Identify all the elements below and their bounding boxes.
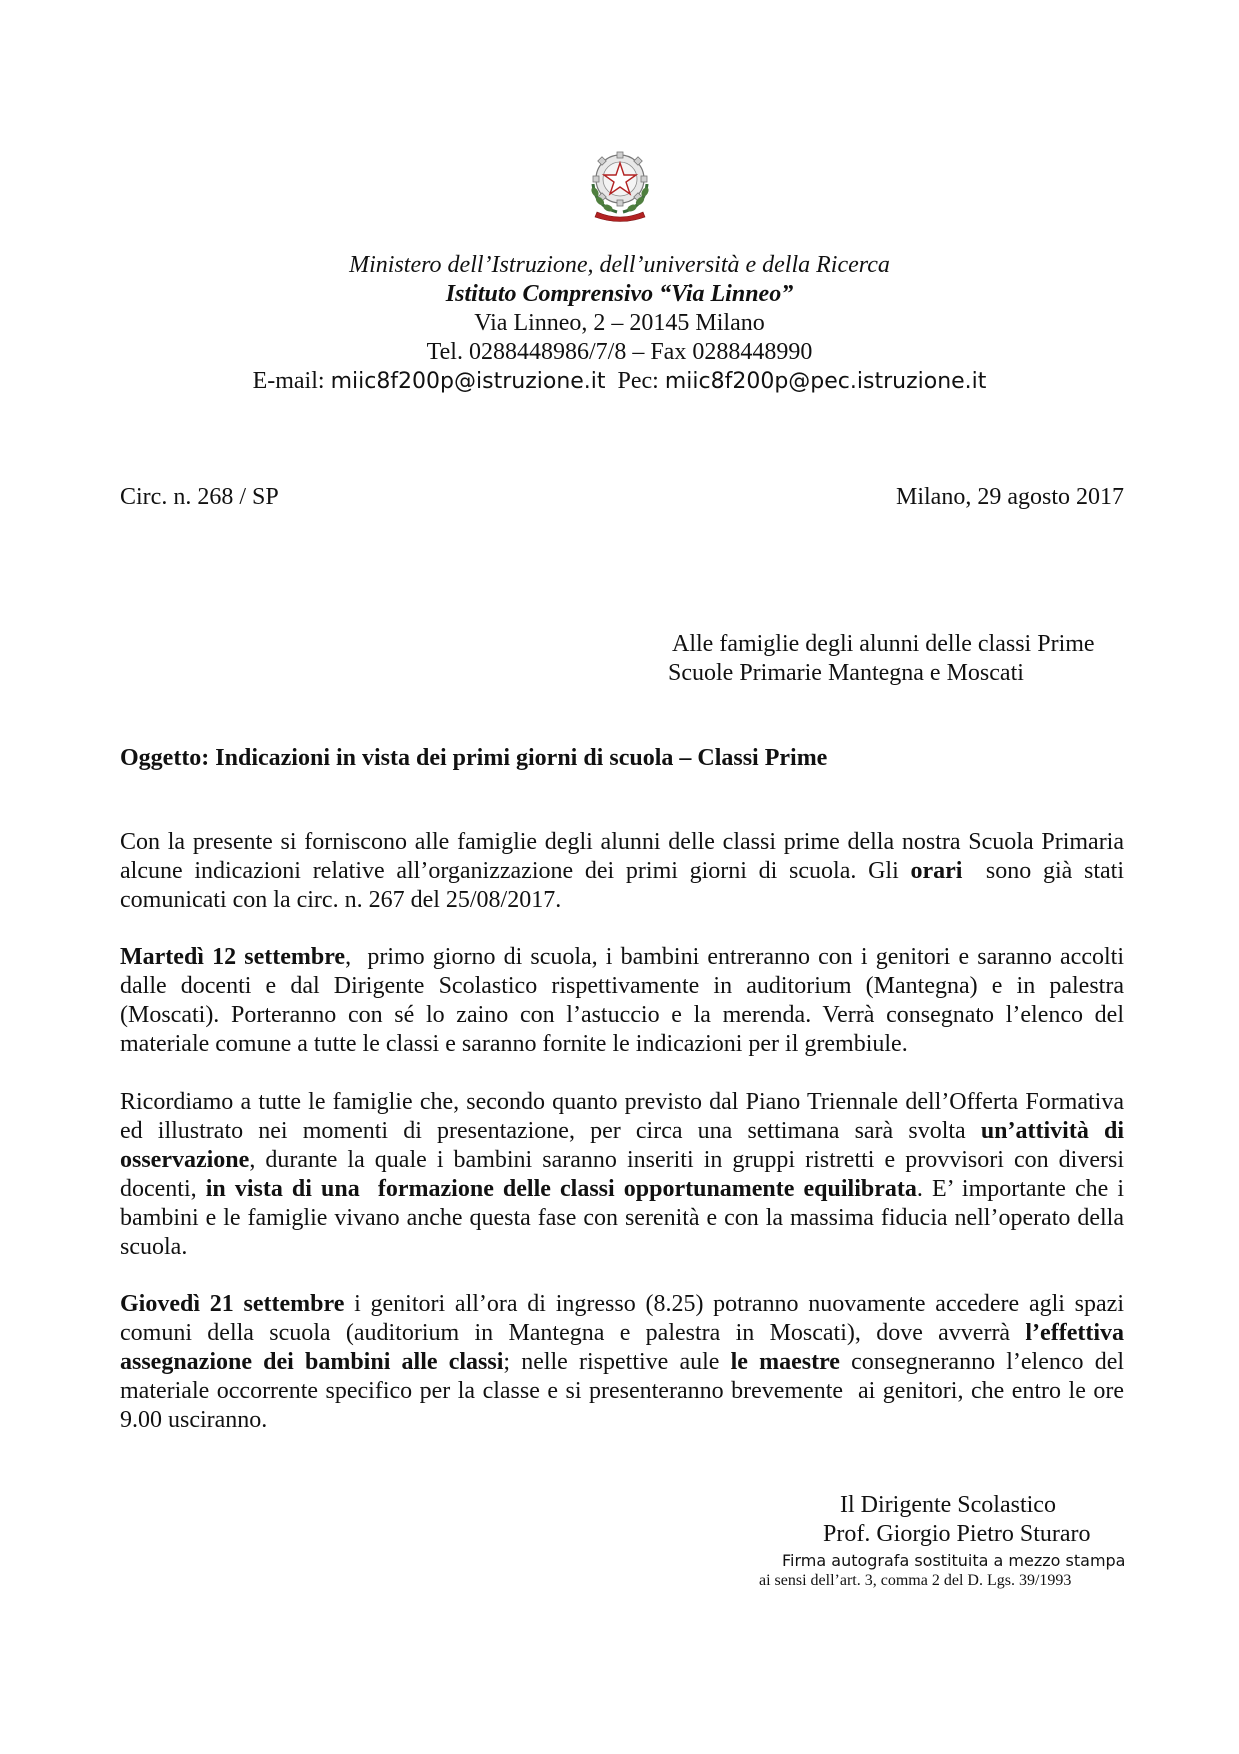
pec-address: miic8f200p@pec.istruzione.it	[664, 369, 987, 394]
institute-phone-fax: Tel. 0288448986/7/8 – Fax 0288448990	[426, 339, 813, 365]
recipient-line: Alle famiglie degli alunni delle classi Prime	[672, 631, 1095, 657]
email-label: E-mail:	[252, 368, 331, 394]
paragraph-text: Con la presente si forniscono alle famiglie degli alunni delle classi prime della nostra Scuola Primaria alcune indicazioni relative all’organizzazione dei primi giorni di scuola. Gli	[120, 829, 1124, 884]
body-paragraph-1	[120, 828, 1130, 915]
pec-label: Pec:	[605, 368, 665, 394]
paragraph-text: ; nelle rispettive aule	[503, 1349, 731, 1375]
circular-number: Circ. n. 268 / SP	[120, 484, 279, 510]
institute-name: Istituto Comprensivo “Via Linneo”	[445, 281, 794, 307]
paragraph-text: consegneranno l’elenco del materiale occorrente specifico per la classe e si presenteranno brevemente ai genitori, che entro le ore 9.00 usciranno.	[120, 1349, 1131, 1433]
signature-legal-reference: ai sensi dell’art. 3, comma 2 del D. Lgs. 39/1993	[759, 1572, 1072, 1589]
signatory-role: Il Dirigente Scolastico	[840, 1492, 1056, 1518]
paragraph-bold-text: l’effettiva assegnazione dei bambini alle classi	[120, 1320, 1124, 1375]
paragraph-bold-text: un’attività di osservazione	[120, 1118, 1124, 1173]
paragraph-bold-text: in vista di una formazione delle classi opportunamente equilibrata	[205, 1176, 917, 1202]
paragraph-text: , durante la quale i bambini saranno inseriti in gruppi ristretti e provvisori con diversi docenti,	[120, 1147, 1124, 1202]
recipients	[668, 630, 1095, 688]
paragraph-text: i genitori all’ora di ingresso (8.25) potranno nuovamente accedere agli spazi comuni della scuola (auditorium in Mantegna e palestra in Moscati), dove avverrà	[120, 1291, 1124, 1346]
signature-note: Firma autografa sostituita a mezzo stampa	[782, 1551, 1126, 1570]
institute-email-line	[0, 367, 1239, 396]
paragraph-bold-text: le maestre	[730, 1349, 840, 1375]
italian-republic-emblem-icon	[587, 146, 653, 222]
paragraph-text: . E’ importante che i bambini e le famiglie vivano anche questa fase con serenità e con la massima fiducia nell’operato della scuola.	[120, 1176, 1125, 1260]
paragraph-bold-text: Martedì 12 settembre	[120, 944, 346, 970]
body-paragraph-4	[120, 1290, 1131, 1435]
paragraph-text: , primo giorno di scuola, i bambini entreranno con i genitori e saranno accolti dalle docenti e dal Dirigente Scolastico rispettivamente in auditorium (Mantegna) e in palestra (Moscati). Porteranno con sé lo zaino con l’astuccio e la merenda. Verrà consegnato l’elenco del materiale comune a tutte le classi e saranno fornite le indicazioni per il grembiule.	[120, 944, 1130, 1057]
paragraph-bold-text: Giovedì 21 settembre	[120, 1291, 345, 1317]
signatory-name: Prof. Giorgio Pietro Sturaro	[823, 1521, 1091, 1547]
email-address: miic8f200p@istruzione.it	[330, 369, 606, 394]
body-paragraph-2	[120, 943, 1130, 1059]
paragraph-bold-text: orari	[910, 858, 963, 884]
letterhead	[0, 251, 1239, 396]
subject-line: Oggetto: Indicazioni in vista dei primi giorni di scuola – Classi Prime	[120, 745, 828, 771]
circular-date: Milano, 29 agosto 2017	[896, 484, 1124, 510]
ministry-name: Ministero dell’Istruzione, dell’università e della Ricerca	[349, 252, 890, 278]
body-paragraph-3	[120, 1088, 1124, 1262]
paragraph-text: Ricordiamo a tutte le famiglie che, secondo quanto previsto dal Piano Triennale dell’Offerta Formativa ed illustrato nei momenti di presentazione, per circa una settimana sarà svolta	[120, 1089, 1124, 1144]
paragraph-text: sono già stati comunicati con la circ. n. 267 del 25/08/2017.	[120, 858, 1130, 913]
recipient-line: Scuole Primarie Mantegna e Moscati	[668, 660, 1024, 686]
institute-address: Via Linneo, 2 – 20145 Milano	[474, 310, 765, 336]
